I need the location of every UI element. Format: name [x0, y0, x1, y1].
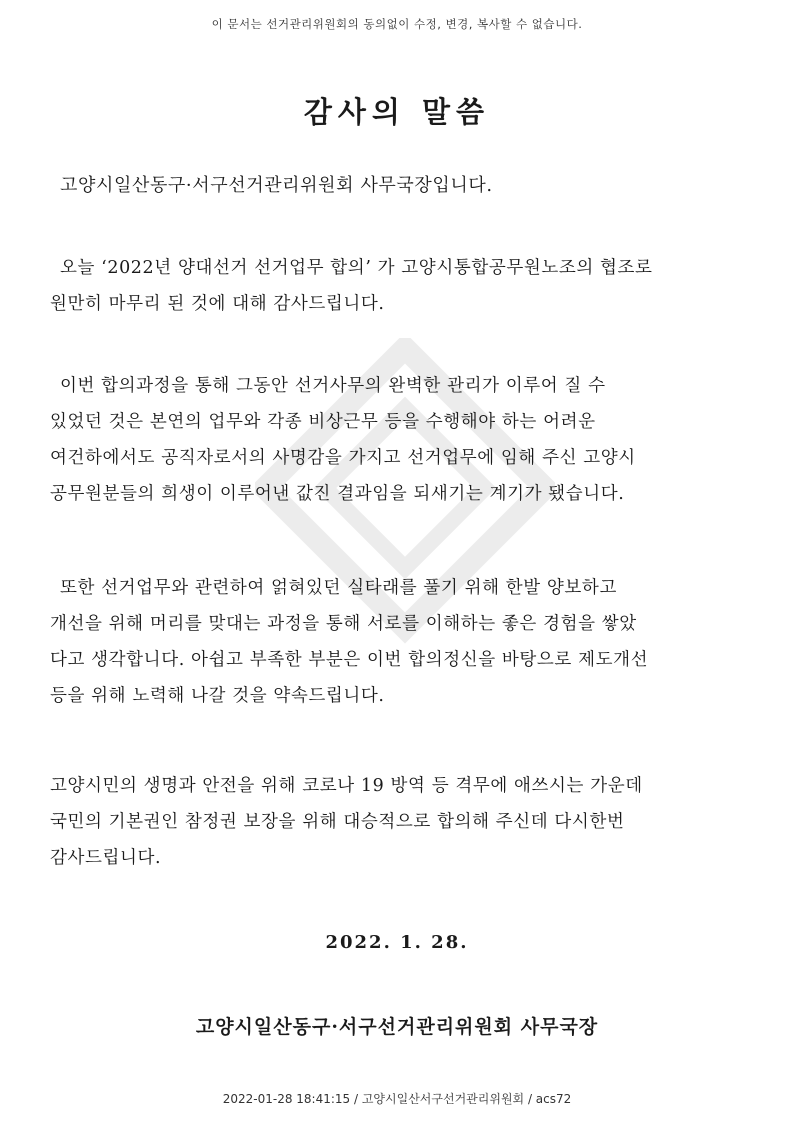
document-date: 2022. 1. 28.: [325, 932, 469, 953]
paragraph-line: 또한 선거업무와 관련하여 얽혀있던 실타래를 풀기 위해 한발 양보하고: [60, 578, 617, 598]
intro-line: 고양시일산동구·서구선거관리위원회 사무국장입니다.: [60, 175, 493, 196]
signature-line: 고양시일산동구·서구선거관리위원회 사무국장: [195, 1016, 599, 1038]
paragraph-line: 오늘 ‘2022년 양대선거 선거업무 합의’ 가 고양시통합공무원노조의 협조로: [60, 258, 653, 278]
paragraph-line: 개선을 위해 머리를 맞대는 과정을 통해 서로를 이해하는 좋은 경험을 쌓았: [50, 614, 637, 634]
paragraph-line: 다고 생각합니다. 아쉽고 부족한 부분은 이번 합의정신을 바탕으로 제도개선: [50, 650, 649, 670]
paragraph-line: 있었던 것은 본연의 업무와 각종 비상근무 등을 수행해야 하는 어려운: [50, 412, 596, 432]
paragraph-2: [50, 368, 740, 512]
paragraph-3: [50, 570, 740, 714]
paragraph-4: [50, 768, 740, 876]
paragraph-line: 등을 위해 노력해 나갈 것을 약속드립니다.: [50, 686, 385, 706]
paragraph-line: 이번 합의과정을 통해 그동안 선거사무의 완벽한 관리가 이루어 질 수: [60, 376, 606, 396]
paragraph-line: 국민의 기본권인 참정권 보장을 위해 대승적으로 합의해 주신데 다시한번: [50, 812, 625, 832]
print-timestamp: 2022-01-28 18:41:15 / 고양시일산서구선거관리위원회 / acs72: [222, 1092, 572, 1106]
paragraph-1: [50, 250, 740, 322]
document-title: 감사의 말씀: [303, 95, 491, 129]
paragraph-line: 여건하에서도 공직자로서의 사명감을 가지고 선거업무에 임해 주신 고양시: [50, 448, 636, 468]
copy-restriction-notice: 이 문서는 선거관리위원회의 동의없이 수정, 변경, 복사할 수 없습니다.: [211, 17, 583, 31]
paragraph-line: 원만히 마무리 된 것에 대해 감사드립니다.: [50, 294, 385, 314]
paragraph-line: 감사드립니다.: [50, 848, 162, 868]
paragraph-line: 고양시민의 생명과 안전을 위해 코로나 19 방역 등 격무에 애쓰시는 가운데: [50, 776, 643, 796]
paragraph-line: 공무원분들의 희생이 이루어낸 값진 결과임을 되새기는 계기가 됐습니다.: [50, 484, 625, 504]
